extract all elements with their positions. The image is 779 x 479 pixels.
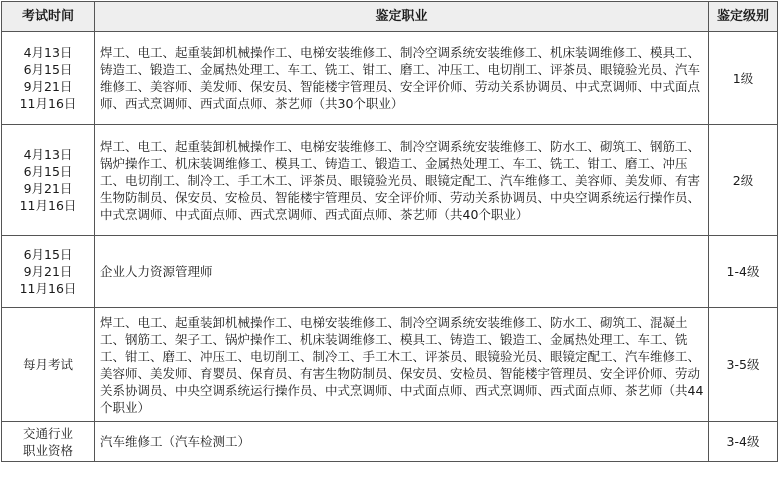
certification-schedule-table: [1, 1, 778, 462]
table-body: [2, 32, 778, 462]
exam-time-cell: [2, 422, 95, 462]
header-exam-time: 考试时间: [2, 2, 95, 32]
exam-date: 9月21日: [23, 264, 73, 279]
table-row: [2, 308, 778, 422]
table-header: [2, 2, 778, 32]
table-row: [2, 236, 778, 308]
exam-date: 6月15日: [23, 62, 73, 77]
occupation-list-cell: 汽车维修工（汽车检测工）: [95, 422, 709, 462]
level-cell: 2级: [709, 125, 778, 236]
exam-date: 4月13日: [23, 45, 73, 60]
level-cell: 1-4级: [709, 236, 778, 308]
table-row: [2, 422, 778, 462]
occupation-list-cell: 焊工、电工、起重装卸机械操作工、电梯安装维修工、制冷空调系统安装维修工、防水工、砌筑工、钢筋工、锅炉操作工、机床装调维修工、模具工、铸造工、锻造工、金属热处理工、车工、铣工、钳工、磨工、冲压工、电切削工、制冷工、手工木工、评茶员、眼镜验光员、眼镜定配工、汽车维修工、美容师、美发师、有害生物防制员、保安员、安检员、智能楼宇管理员、安全评价师、劳动关系协调员、中央空调系统运行操作员、中式烹调师、中式面点师、西式烹调师、西式面点师、茶艺师（共40个职业）: [95, 125, 709, 236]
exam-date: 9月21日: [23, 79, 73, 94]
exam-time-cell: [2, 125, 95, 236]
header-occupation: 鉴定职业: [95, 2, 709, 32]
exam-time-cell: [2, 236, 95, 308]
occupation-list-cell: 焊工、电工、起重装卸机械操作工、电梯安装维修工、制冷空调系统安装维修工、防水工、砌筑工、混凝土工、钢筋工、架子工、锅炉操作工、机床装调维修工、模具工、铸造工、锻造工、金属热处理工、车工、铣工、钳工、磨工、冲压工、电切削工、制冷工、手工木工、评茶员、眼镜验光员、眼镜定配工、汽车维修工、美容师、美发师、育婴员、保育员、有害生物防制员、保安员、安检员、智能楼宇管理员、安全评价师、劳动关系协调员、中央空调系统运行操作员、中式烹调师、中式面点师、西式烹调师、西式面点师、茶艺师（共44个职业）: [95, 308, 709, 422]
exam-time-cell: [2, 308, 95, 422]
exam-date: 4月13日: [23, 147, 73, 162]
level-cell: 3-5级: [709, 308, 778, 422]
header-row: [2, 2, 778, 32]
exam-date: 6月15日: [23, 247, 73, 262]
exam-date: 11月16日: [19, 281, 77, 296]
exam-date: 6月15日: [23, 164, 73, 179]
occupation-list-cell: 焊工、电工、起重装卸机械操作工、电梯安装维修工、制冷空调系统安装维修工、机床装调维修工、模具工、铸造工、锻造工、金属热处理工、车工、铣工、钳工、磨工、冲压工、电切削工、评茶员、眼镜验光员、汽车维修工、美容师、美发师、保安员、智能楼宇管理员、安全评价师、劳动关系协调员、中式烹调师、中式面点师、西式烹调师、西式面点师、茶艺师（共30个职业）: [95, 32, 709, 125]
category-label: 交通行业: [22, 425, 73, 441]
exam-frequency: 每月考试: [22, 357, 73, 372]
level-cell: 1级: [709, 32, 778, 125]
exam-date: 9月21日: [23, 181, 73, 196]
occupation-list-cell: 企业人力资源管理师: [95, 236, 709, 308]
level-cell: 3-4级: [709, 422, 778, 462]
table-row: [2, 125, 778, 236]
exam-date: 11月16日: [19, 198, 77, 213]
table-row: [2, 32, 778, 125]
exam-date: 11月16日: [19, 96, 77, 111]
category-label: 职业资格: [22, 442, 73, 458]
header-level: 鉴定级别: [709, 2, 778, 32]
exam-time-cell: [2, 32, 95, 125]
